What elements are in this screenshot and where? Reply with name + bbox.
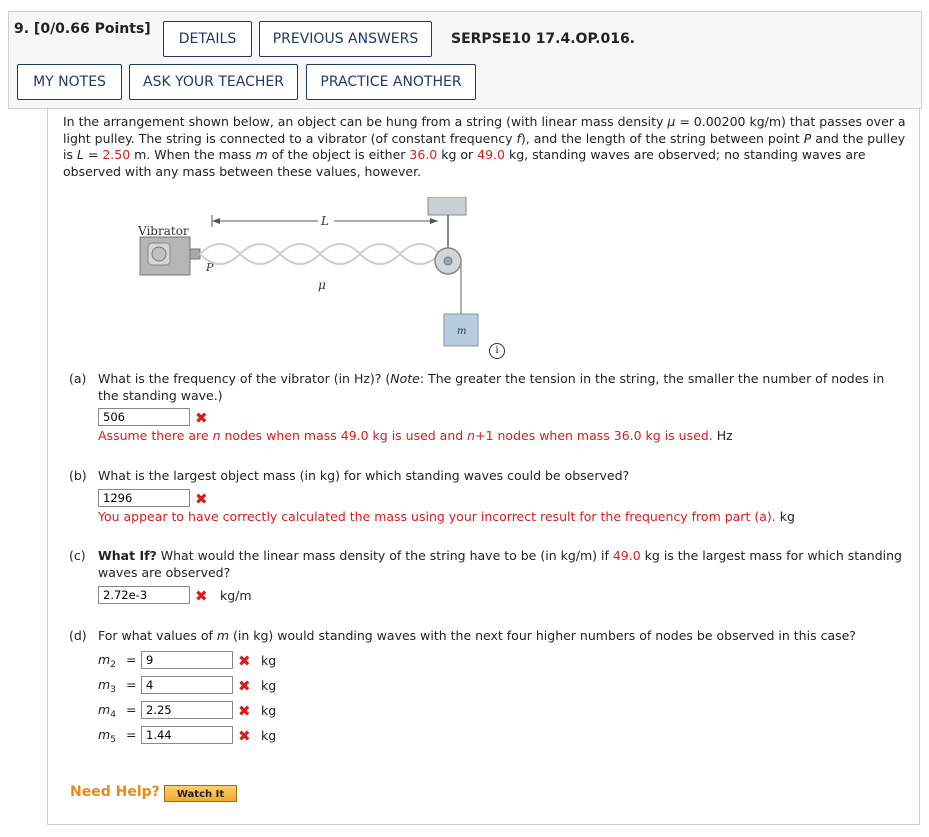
m2-answer-input[interactable] [141,651,233,669]
m5-unit: kg [261,728,277,743]
part-b-question: What is the largest object mass (in kg) for which standing waves could be observed? [98,468,630,483]
question-content [47,107,920,825]
m4-answer-input[interactable] [141,701,233,719]
x-mark-icon: ✖ [238,702,251,720]
m3-label: $m_3$ [98,677,116,695]
vibrator-pulley-figure [128,197,528,357]
m2-unit: kg [261,653,277,668]
part-a-question: What is the frequency of the vibrator (in Hz)? (Note: The greater the tension in the string, the smaller the number of nodes in the standing wave.) [98,371,885,403]
mass-m-label: m [457,326,467,337]
part-b-feedback: You appear to have correctly calculated the mass using your incorrect result for the frequency from part (a). kg [98,509,795,524]
practice-another-button[interactable]: PRACTICE ANOTHER [306,64,476,100]
m3-unit: kg [261,678,277,693]
part-c-answer-input[interactable] [98,586,190,604]
x-mark-icon: ✖ [238,727,251,745]
part-b-answer-input[interactable] [98,489,190,507]
part-a-feedback: Assume there are n nodes when mass 49.0 kg is used and n+1 nodes when mass 36.0 kg is used. Hz [98,428,733,443]
part-c-question: What If? What would the linear mass density of the string have to be (in kg/m) if 49.0 kg is the largest mass for which standing waves are observed? [98,548,902,580]
part-a-answer-input[interactable] [98,408,190,426]
m5-answer-input[interactable] [141,726,233,744]
length-l-label: L [321,214,329,228]
info-icon[interactable]: i [489,343,505,359]
part-c-unit: kg/m [220,588,252,603]
part-d-label: (d) [69,628,87,643]
vibrator-label: Vibrator [138,224,189,238]
x-mark-icon: ✖ [238,677,251,695]
watch-it-button[interactable]: Watch It [164,785,237,802]
question-number: 9. [0/0.66 Points] [14,21,151,37]
part-c-label: (c) [69,548,86,563]
m4-unit: kg [261,703,277,718]
my-notes-button[interactable]: MY NOTES [17,64,122,100]
part-a-label: (a) [69,371,87,386]
m3-answer-input[interactable] [141,676,233,694]
need-help-label: Need Help? [70,784,160,800]
previous-answers-button[interactable]: PREVIOUS ANSWERS [259,21,432,57]
ask-your-teacher-button[interactable]: ASK YOUR TEACHER [129,64,298,100]
equals-sign: = [126,702,137,717]
problem-code: SERPSE10 17.4.OP.016. [451,31,636,47]
part-d-question: For what values of m (in kg) would standing waves with the next four higher numbers of nodes be observed in this case? [98,628,856,643]
equals-sign: = [126,652,137,667]
details-button[interactable]: DETAILS [163,21,252,57]
mu-label: μ [318,278,326,292]
x-mark-icon: ✖ [195,490,208,508]
x-mark-icon: ✖ [195,409,208,427]
equals-sign: = [126,677,137,692]
m5-label: $m_5$ [98,727,116,745]
part-b-label: (b) [69,468,87,483]
point-p-label: P [206,261,214,274]
x-mark-icon: ✖ [238,652,251,670]
m2-label: $m_2$ [98,652,116,670]
equals-sign: = [126,727,137,742]
m4-label: $m_4$ [98,702,116,720]
problem-statement: In the arrangement shown below, an object can be hung from a string (with linear mass density μ = 0.00200 kg/m) that passes over a light pulley. The string is connected to a vibrator (of constant frequency f), and the length of the string between point P and the pulley is L = 2.50 m. When the mass m of the object is either 36.0 kg or 49.0 kg, standing waves are observed; no standing waves are observed with any mass between these values, however. [63,114,906,179]
x-mark-icon: ✖ [195,587,208,605]
